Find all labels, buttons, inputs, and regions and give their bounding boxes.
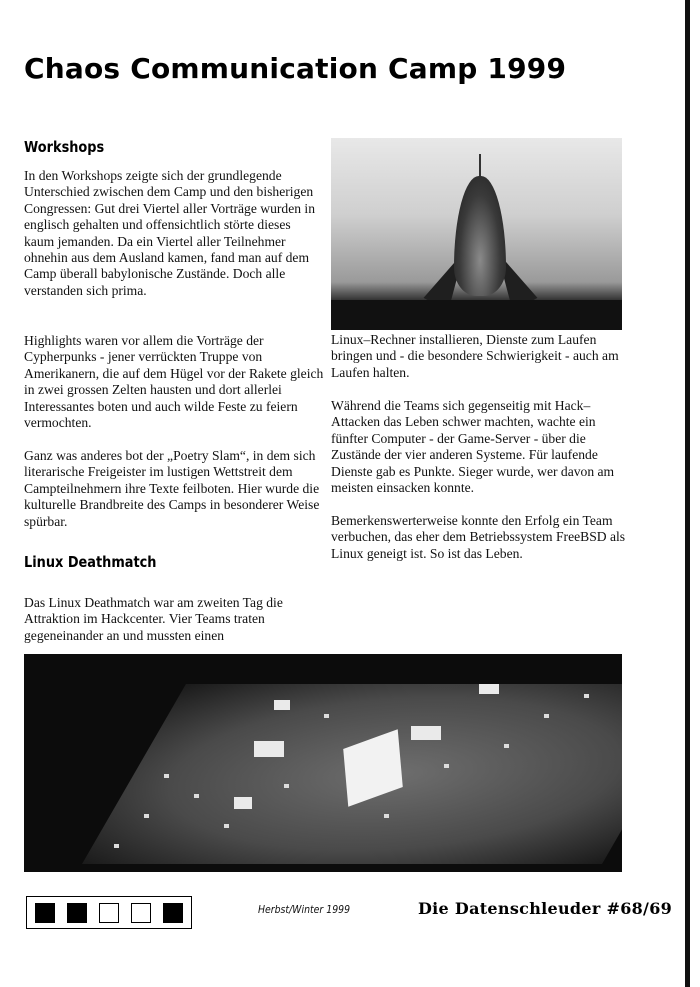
tent-speck	[584, 694, 589, 698]
tent-speck	[544, 714, 549, 718]
tent	[254, 741, 284, 757]
tent	[274, 700, 290, 710]
page-title: Chaos Communication Camp 1999	[24, 52, 567, 85]
tent-speck	[164, 774, 169, 778]
paragraph-workshops-2: Highlights waren vor allem die Vorträge der Cypherpunks - jener verrückten Truppe von Amerikanern, die auf dem Hügel vor der Rakete gleich in zwei grossen Zelten hausten und dort allerlei Interessantes boten und auch wilde Feste zu feiern vermochten.	[24, 333, 324, 431]
tent	[479, 684, 499, 694]
footer-magazine-title: Die Datenschleuder #68/69	[418, 899, 673, 918]
tent	[234, 797, 252, 809]
tent	[411, 726, 441, 740]
aerial-camp-photo	[24, 654, 622, 872]
tent-speck	[284, 784, 289, 788]
heading-workshops: Workshops	[24, 138, 105, 156]
footer-square-3	[99, 903, 119, 923]
footer-square-5	[163, 903, 183, 923]
paragraph-deathmatch-4: Bemerkenswerterweise konnte den Erfolg ein Team verbuchen, das eher dem Betriebssystem FreeBSD als Linux geneigt ist. So ist das Leben.	[331, 513, 626, 561]
tent-speck	[194, 794, 199, 798]
heading-linux-deathmatch: Linux Deathmatch	[24, 553, 157, 571]
tent-speck	[504, 744, 509, 748]
treeline	[331, 300, 622, 330]
paragraph-deathmatch-2: Linux–Rechner installieren, Dienste zum Laufen bringen und - die besondere Schwierigkeit - auch am Laufen halten.	[331, 332, 619, 380]
tent-speck	[224, 824, 229, 828]
paragraph-workshops-3: Ganz was anderes bot der „Poetry Slam“, in dem sich literarische Freigeister im lustigen Wettstreit dem Campteilnehmern ihre Texte feilboten. Hier wurde die kulturelle Brandbreite des Camps in besonderer Weise spürbar.	[24, 448, 320, 529]
tent-speck	[444, 764, 449, 768]
tent-speck	[144, 814, 149, 818]
footer-square-pattern	[26, 896, 192, 929]
footer-square-2	[67, 903, 87, 923]
footer-square-4	[131, 903, 151, 923]
paragraph-deathmatch-3: Während die Teams sich gegenseitig mit Hack–Attacken das Leben schwer machten, wachte ein fünfter Computer - der Game-Server - über die Zustände der vier anderen Systeme. Für laufende Dienste gab es Punkte. Sieger wurde, wer davon am meisten einsacken konnte.	[331, 398, 615, 496]
tent-speck	[324, 714, 329, 718]
page-edge-border	[685, 0, 690, 987]
tent-speck	[114, 844, 119, 848]
rocket-body	[454, 176, 506, 296]
rocket-photo	[331, 138, 622, 330]
footer-square-1	[35, 903, 55, 923]
paragraph-workshops-1: In den Workshops zeigte sich der grundlegende Unterschied zwischen dem Camp und den bisherigen Congressen: Gut drei Viertel aller Vorträge wurden in englisch gehalten und offensichtlich störte dieses kaum jemanden. Da ein Viertel aller Teilnehmer ohnehin aus dem Ausland kamen, fand man auf dem Camp überall babylonische Zustände. Doch alle verstanden sich prima.	[24, 168, 315, 298]
tent-speck	[384, 814, 389, 818]
paragraph-deathmatch-1: Das Linux Deathmatch war am zweiten Tag die Attraktion im Hackcenter. Vier Teams traten gegeneinander an und mussten einen	[24, 595, 283, 643]
footer-issue-date: Herbst/Winter 1999	[258, 903, 351, 916]
